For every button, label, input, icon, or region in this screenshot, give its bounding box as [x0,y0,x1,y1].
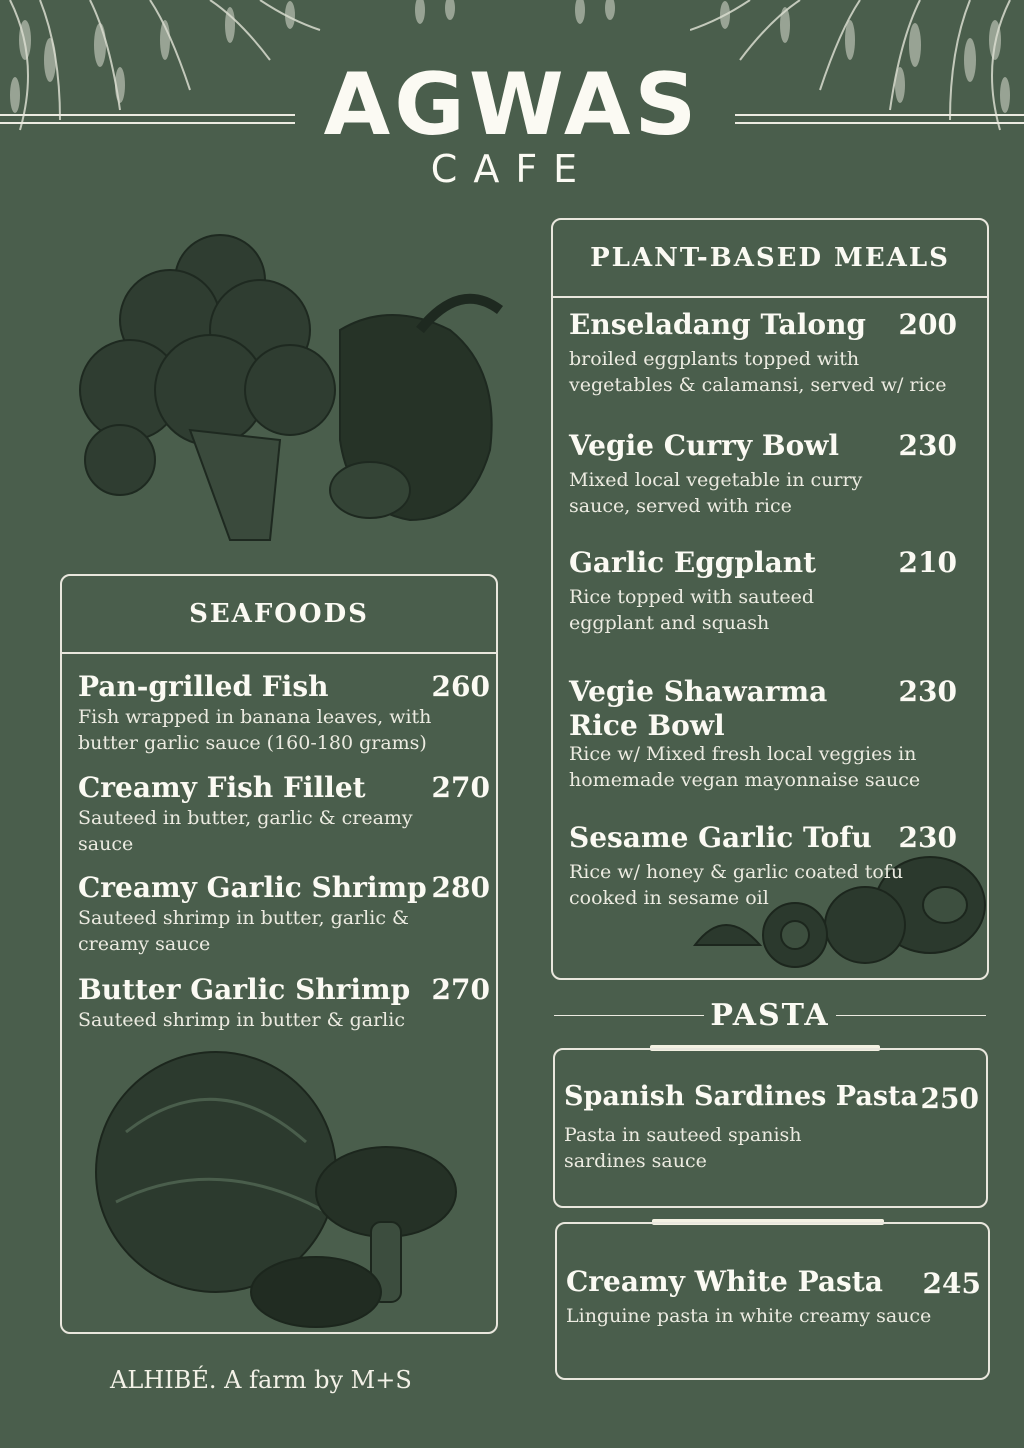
item-price: 260 [431,670,490,703]
menu-item [78,871,490,957]
item-description: Rice w/ Mixed fresh local veggies in homemade vegan mayonnaise sauce [569,743,921,791]
item-description: Sauteed in butter, garlic & creamy sauce [78,807,413,855]
item-description: Pasta in sauteed spanish sardines sauce [564,1124,802,1172]
item-description: Mixed local vegetable in curry sauce, served with rice [569,469,863,517]
pasta-rule-left [554,1015,704,1016]
menu-item [569,429,957,519]
item-price: 210 [898,546,957,579]
menu-item [78,771,490,857]
footer-text: ALHIBÉ. A farm by M+S [110,1366,412,1394]
item-price: 245 [922,1267,981,1300]
plant-based-heading: PLANT-BASED MEALS [553,220,987,298]
menu-item [569,546,957,636]
menu-item [569,675,957,793]
brand-subtitle: CAFE [430,147,594,191]
item-description: Linguine pasta in white creamy sauce [566,1305,932,1327]
menu-item [566,1265,981,1329]
item-name: Pan-grilled Fish [78,670,329,703]
item-description: Fish wrapped in banana leaves, with butter garlic sauce (160-180 grams) [78,706,432,754]
item-name: Enseladang Talong [569,308,867,341]
item-price: 200 [898,308,957,341]
leaf-spray-icon [380,0,640,40]
item-name: Spanish Sardines Pasta [564,1081,918,1112]
item-name: Vegie Shawarma Rice Bowl [569,675,828,742]
seafoods-heading: SEAFOODS [62,576,496,654]
item-price: 230 [898,429,957,462]
menu-item [569,308,957,398]
item-price: 230 [898,821,957,854]
brand-title: AGWAS [323,55,701,155]
menu-item [78,670,490,756]
vegetables-illustration [60,220,530,560]
item-description: broiled eggplants topped with vegetables & calamansi, served w/ rice [569,348,947,396]
menu-item [569,821,957,911]
item-price: 270 [431,973,490,1006]
item-price: 250 [920,1082,979,1115]
item-price: 230 [898,675,957,708]
item-description: Sauteed shrimp in butter, garlic & creamy sauce [78,907,409,955]
pasta-rule-right [836,1015,986,1016]
item-name: Vegie Curry Bowl [569,429,839,462]
item-name: Creamy White Pasta [566,1265,883,1298]
menu-item [564,1080,979,1174]
item-name: Sesame Garlic Tofu [569,821,872,854]
item-description: Rice w/ honey & garlic coated tofu cooked in sesame oil [569,861,904,909]
cabbage-mushroom-illustration [86,1042,476,1332]
item-name: Creamy Fish Fillet [78,771,366,804]
item-name: Creamy Garlic Shrimp [78,871,427,904]
item-description: Sauteed shrimp in butter & garlic [78,1009,405,1031]
item-name: Butter Garlic Shrimp [78,973,411,1006]
item-price: 270 [431,771,490,804]
item-description: Rice topped with sauteed eggplant and squash [569,586,815,634]
item-price: 280 [431,871,490,904]
menu-item [78,973,490,1033]
pasta-heading: PASTA [710,998,830,1033]
item-name: Garlic Eggplant [569,546,817,579]
